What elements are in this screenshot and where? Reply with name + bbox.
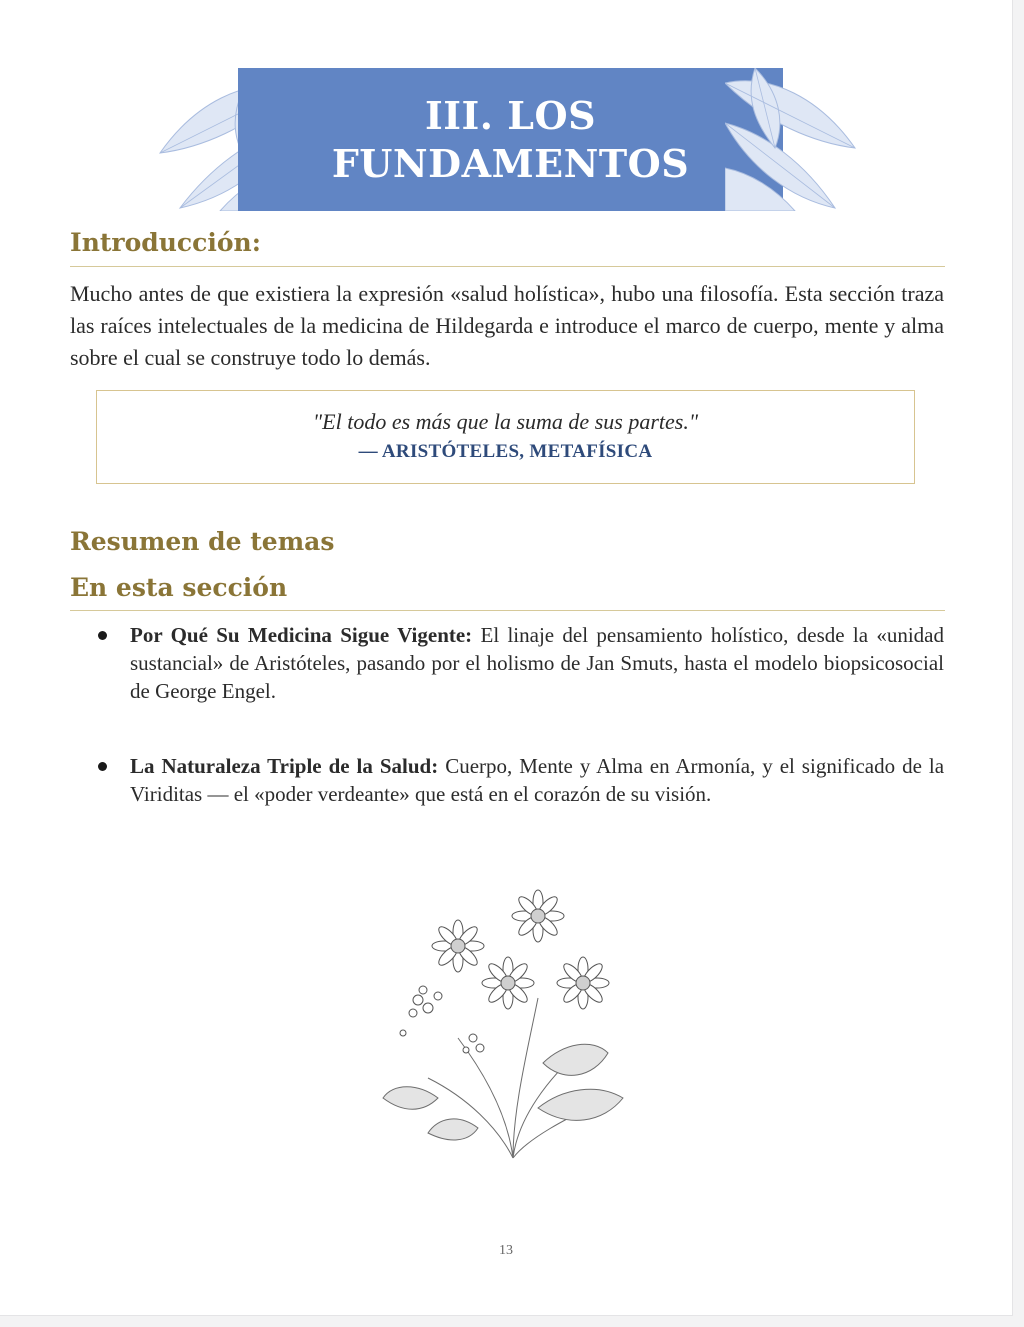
list-item-text: El linaje del pensamiento holístico, desde la «unidad sustancial» de Aristóteles, pasando por el holismo de Jan Smuts, hasta el modelo biopsicosocial de George Engel.	[130, 623, 944, 703]
quote-attribution: — ARISTÓTELES, METAFÍSICA	[358, 441, 653, 462]
list-item-text: Cuerpo, Mente y Alma en Armonía, y el significado de la Viriditas — el «poder verdeante» que está en el corazón de su visión.	[130, 754, 945, 806]
list-item	[98, 752, 944, 808]
page-number: 13	[499, 1243, 513, 1258]
summary-heading: Resumen de temas	[70, 527, 335, 556]
quote-box	[96, 390, 915, 484]
chapter-title: III. LOS FUNDAMENTOS	[331, 92, 690, 186]
list-item-title: La Naturaleza Triple de la Salud:	[130, 754, 439, 778]
intro-paragraph: Mucho antes de que existiera la expresión «salud holística», hubo una filosofía. Esta sección traza las raíces intelectuales de la medicina de Hildegarda e introduce el marco de cuerpo, mente y alma sobre el cual se construye todo lo demás.	[70, 281, 944, 370]
summary-divider	[70, 610, 945, 611]
banner-block	[238, 68, 783, 211]
bullet-icon	[98, 762, 107, 771]
intro-divider	[70, 266, 945, 267]
flower-illustration	[378, 888, 648, 1163]
quote-text: "El todo es más que la suma de sus partes."	[312, 409, 699, 434]
list-item-title: Por Qué Su Medicina Sigue Vigente:	[130, 623, 473, 647]
section-subheading: En esta sección	[70, 573, 288, 602]
bullet-icon	[98, 631, 107, 640]
list-item	[98, 621, 944, 705]
leaf-ornament-right	[725, 68, 875, 211]
intro-heading: Introducción:	[70, 228, 261, 257]
chapter-banner	[140, 68, 875, 211]
